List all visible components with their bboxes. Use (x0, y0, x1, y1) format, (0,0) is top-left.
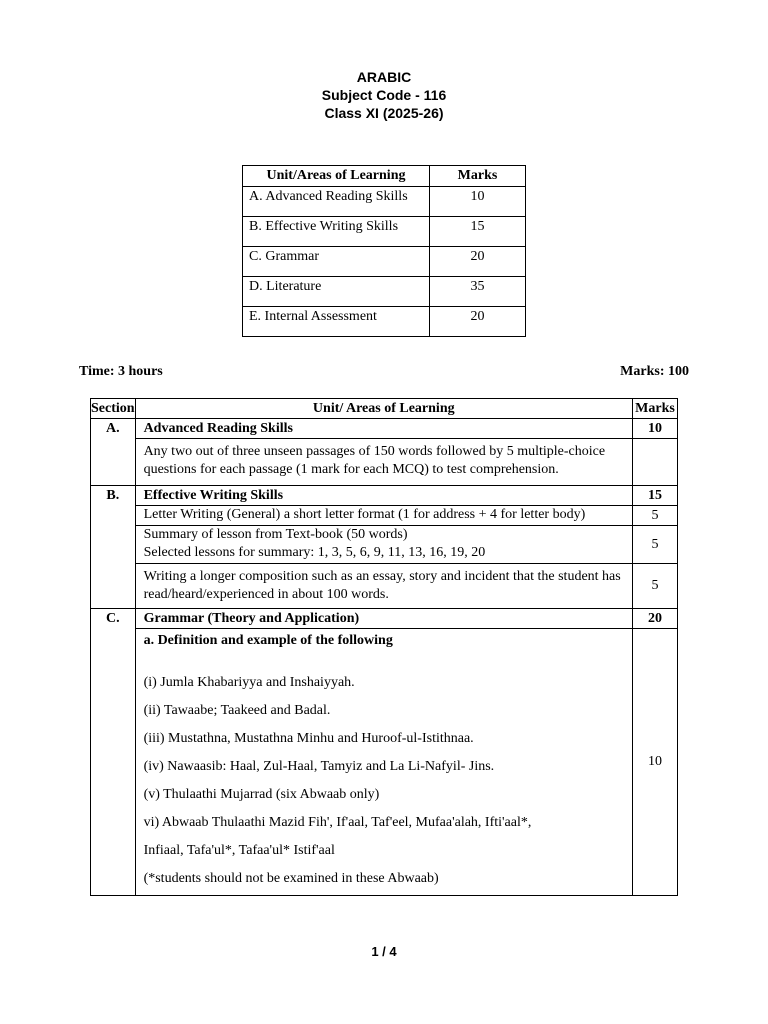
section-a-label: A. (91, 419, 136, 486)
table-row (91, 439, 678, 486)
table-row (243, 187, 526, 217)
summary-unit: A. Advanced Reading Skills (243, 187, 430, 217)
summary-header-unit: Unit/Areas of Learning (243, 166, 430, 187)
header-unit: Unit/ Areas of Learning (135, 399, 632, 419)
summary-marks: 20 (430, 307, 526, 337)
section-a-title: Advanced Reading Skills (135, 419, 632, 439)
section-c-header (91, 609, 678, 629)
grammar-line: vi) Abwaab Thulaathi Mazid Fih', If'aal, Taf'eel, Mufaa'alah, Ifti'aal*, (143, 815, 532, 830)
table-row (91, 629, 678, 896)
section-b-item-2-marks: 5 (633, 526, 678, 564)
class-year: Class XI (2025-26) (324, 105, 444, 121)
table-row (91, 526, 678, 564)
summary-marks: 35 (430, 277, 526, 307)
grammar-line: Infiaal, Tafa'ul*, Tafaa'ul* Istif'aal (143, 843, 335, 858)
subject-code: Subject Code - 116 (321, 87, 447, 103)
summary-unit: B. Effective Writing Skills (243, 217, 430, 247)
section-c-sub-marks: 10 (633, 629, 678, 896)
summary-unit: C. Grammar (243, 247, 430, 277)
section-b-item-1-marks: 5 (633, 506, 678, 526)
section-b-item-3-marks: 5 (633, 564, 678, 609)
section-a-description: Any two out of three unseen passages of 150 words followed by 5 multiple-choice questions for each passage (1 mark for each MCQ) to test comprehension. (135, 439, 632, 486)
section-c-label: C. (91, 609, 136, 896)
header-section: Section (91, 399, 136, 419)
grammar-line: (iii) Mustathna, Mustathna Minhu and Huroof-ul-Istithnaa. (143, 731, 474, 746)
table-row (243, 247, 526, 277)
section-b-item-2-line-2: Selected lessons for summary: 1, 3, 5, 6, 9, 11, 13, 16, 19, 20 (143, 545, 486, 560)
section-a-marks: 10 (633, 419, 678, 439)
section-c-marks: 20 (633, 609, 678, 629)
header-marks: Marks (633, 399, 678, 419)
section-b-item-1: Letter Writing (General) a short letter format (1 for address + 4 for letter body) (135, 506, 632, 526)
document-header (0, 68, 768, 122)
page-number: 1 / 4 (371, 944, 397, 959)
marks-summary-table (242, 165, 526, 337)
summary-header-marks: Marks (430, 166, 526, 187)
section-b-title: Effective Writing Skills (135, 486, 632, 506)
section-b-header (91, 486, 678, 506)
grammar-line: (i) Jumla Khabariyya and Inshaiyyah. (143, 675, 355, 690)
table-row (91, 506, 678, 526)
summary-marks: 10 (430, 187, 526, 217)
section-b-label: B. (91, 486, 136, 609)
section-c-title: Grammar (Theory and Application) (135, 609, 632, 629)
summary-marks: 20 (430, 247, 526, 277)
grammar-line: (iv) Nawaasib: Haal, Zul-Haal, Tamyiz and La Li-Nafyil- Jins. (143, 759, 495, 774)
exam-total-marks: Marks: 100 (620, 364, 689, 379)
summary-unit: D. Literature (243, 277, 430, 307)
table-row (91, 564, 678, 609)
section-b-marks: 15 (633, 486, 678, 506)
exam-time: Time: 3 hours (79, 364, 163, 379)
section-b-item-3: Writing a longer composition such as an essay, story and incident that the student has read/heard/experienced in about 100 words. (135, 564, 632, 609)
section-c-content (135, 629, 632, 896)
section-b-item-2-line-1: Summary of lesson from Text-book (50 words) (143, 527, 408, 542)
section-a-header (91, 419, 678, 439)
section-a-empty-marks (633, 439, 678, 486)
table-row (243, 277, 526, 307)
table-row (243, 307, 526, 337)
grammar-line: (ii) Tawaabe; Taakeed and Badal. (143, 703, 331, 718)
summary-unit: E. Internal Assessment (243, 307, 430, 337)
syllabus-table (90, 398, 678, 896)
grammar-line: (v) Thulaathi Mujarrad (six Abwaab only) (143, 787, 380, 802)
table-row (243, 217, 526, 247)
grammar-line: (*students should not be examined in these Abwaab) (143, 871, 439, 886)
section-c-subtitle: a. Definition and example of the following (143, 633, 393, 648)
subject-title: ARABIC (356, 69, 412, 85)
section-b-item-2 (135, 526, 632, 564)
summary-marks: 15 (430, 217, 526, 247)
